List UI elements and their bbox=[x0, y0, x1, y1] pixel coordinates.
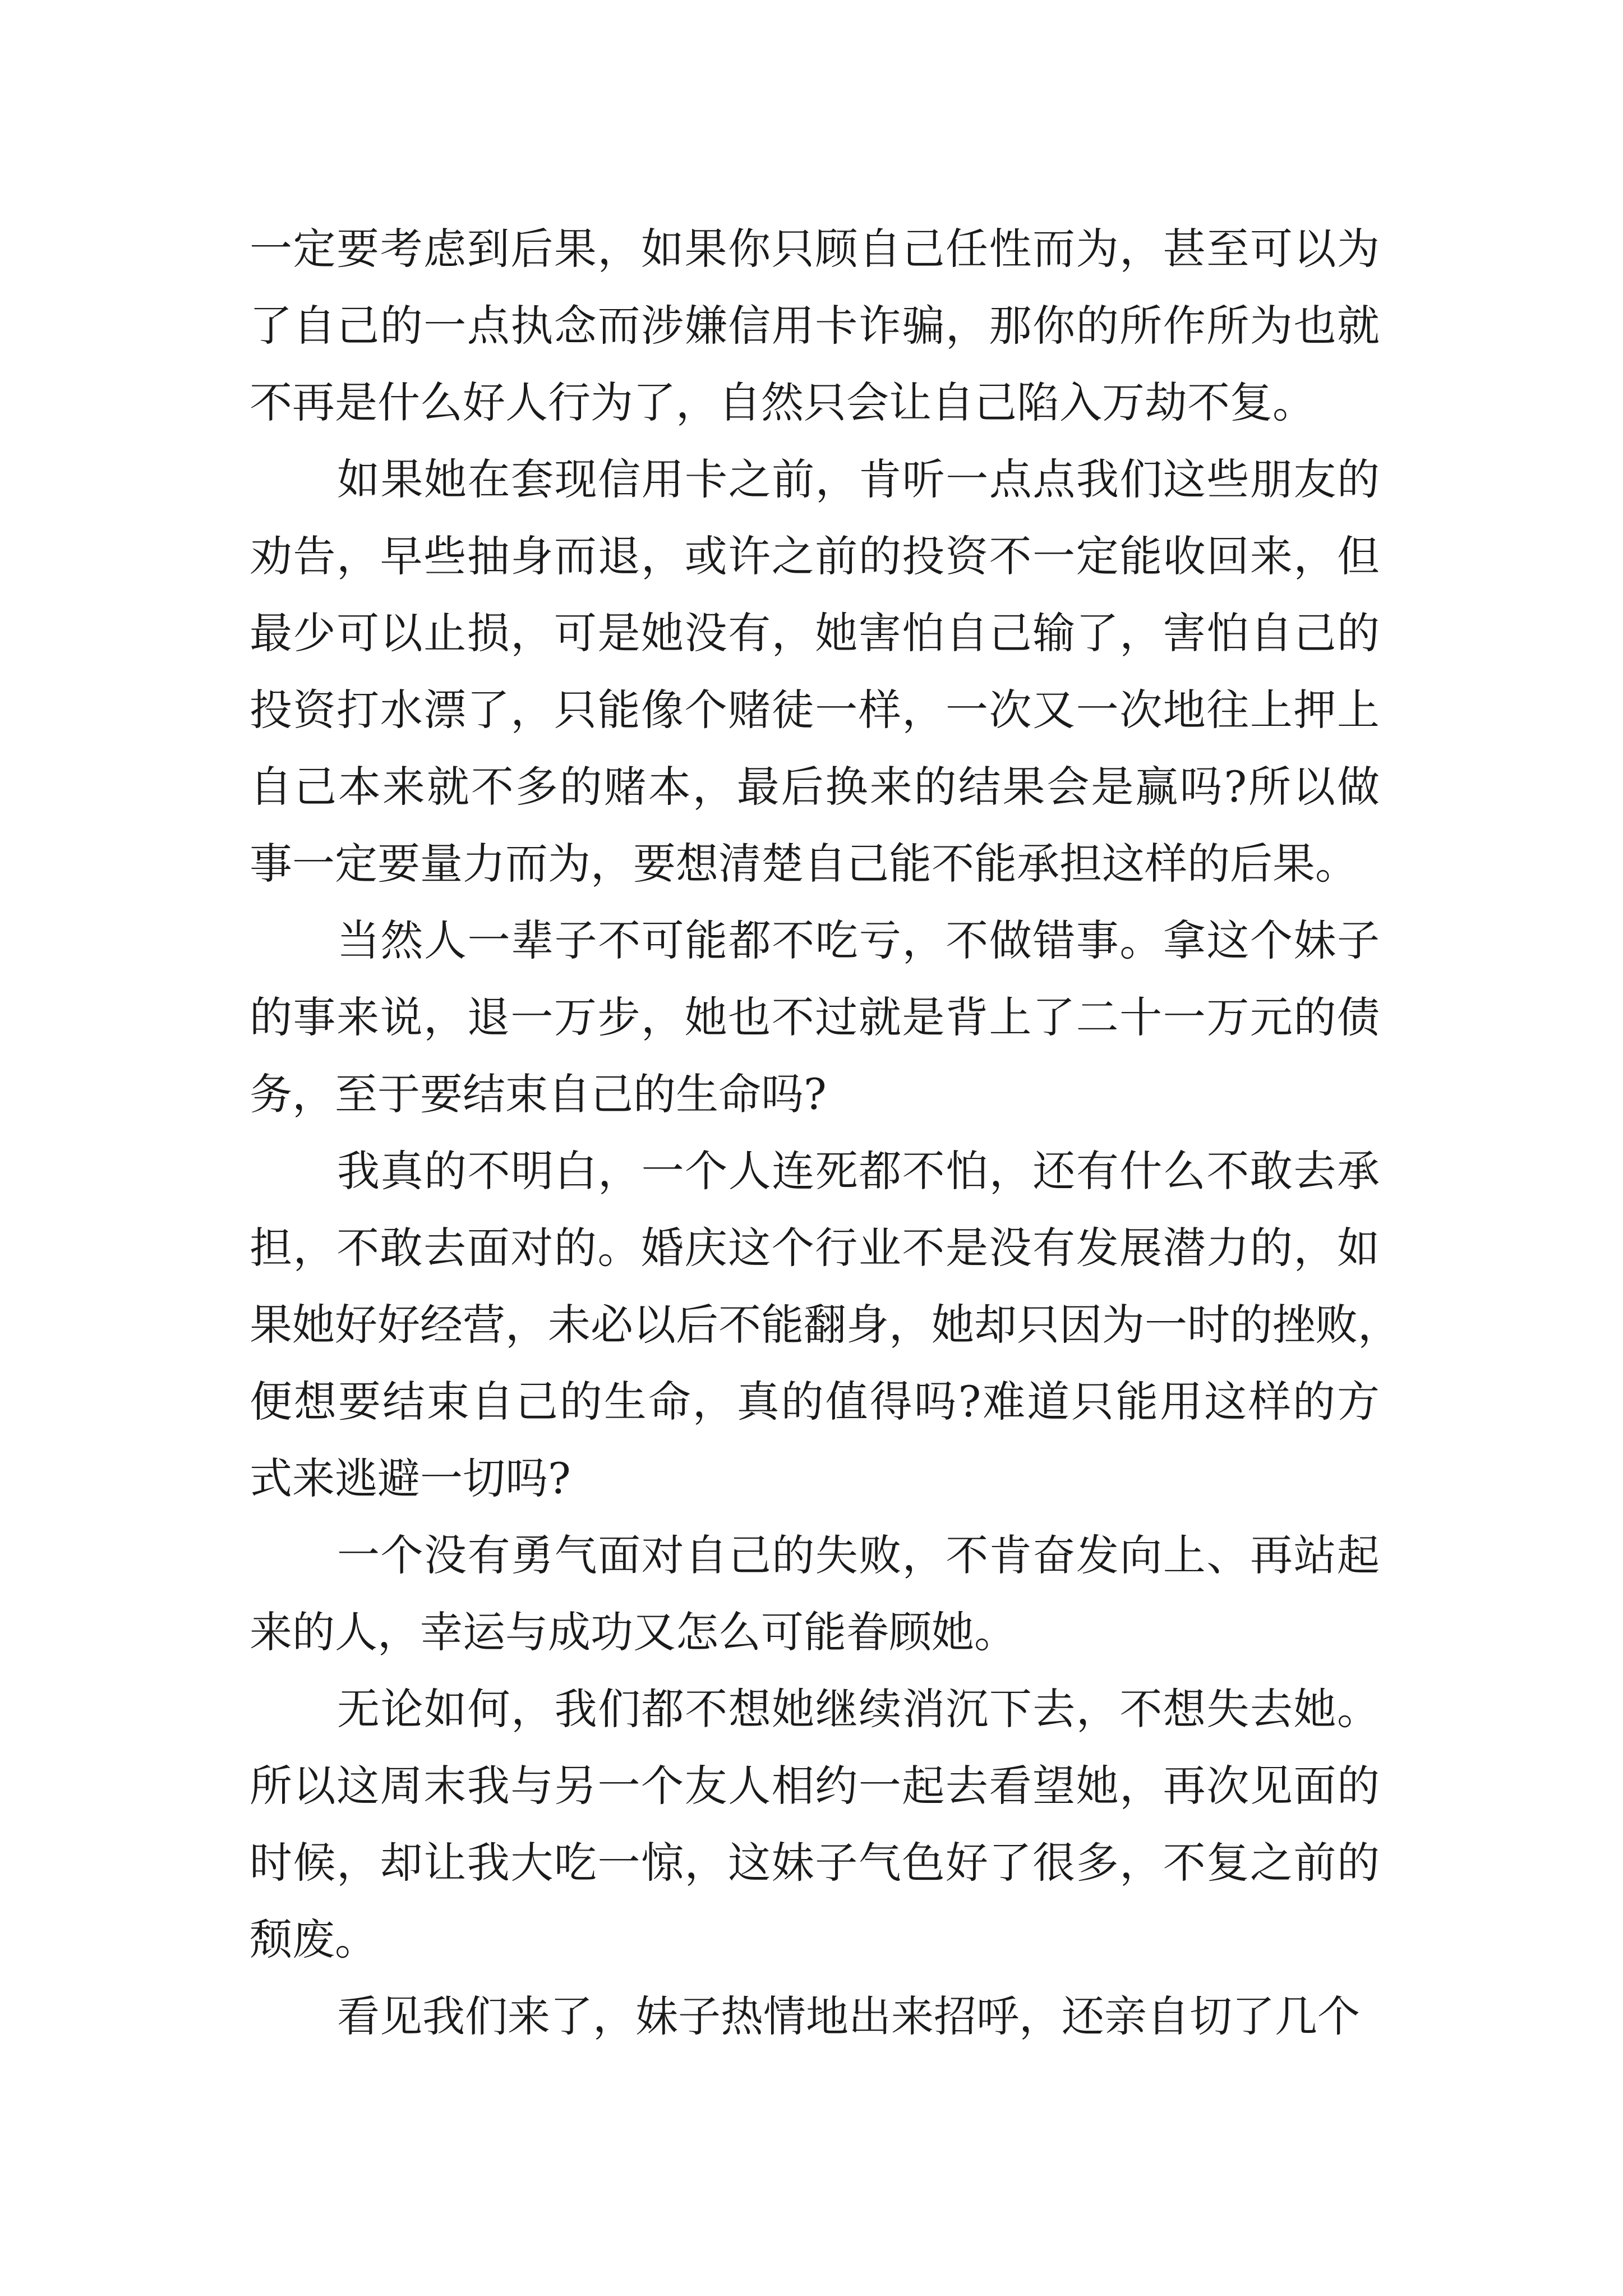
text-line: 最少可以止损，可是她没有，她害怕自己输了，害怕自己的 bbox=[250, 608, 1380, 658]
paragraph-first-line: 如果她在套现信用卡之前，肯听一点点我们这些朋友的 bbox=[337, 454, 1380, 504]
paragraph-first-line: 无论如何，我们都不想她继续消沉下去，不想失去她。 bbox=[337, 1684, 1380, 1734]
text-line: 来的人，幸运与成功又怎么可能眷顾她。 bbox=[250, 1607, 1017, 1657]
text-line: 果她好好经营，未必以后不能翻身，她却只因为一时的挫败， bbox=[250, 1300, 1400, 1350]
text-line: 便想要结束自己的生命，真的值得吗?难道只能用这样的方 bbox=[250, 1377, 1380, 1427]
body-text bbox=[250, 210, 1400, 2055]
text-line: 时候，却让我大吃一惊，这妹子气色好了很多，不复之前的 bbox=[250, 1838, 1380, 1888]
paragraph-first-line: 看见我们来了，妹子热情地出来招呼，还亲自切了几个 bbox=[337, 1991, 1360, 2041]
text-line: 的事来说，退一万步，她也不过就是背上了二十一万元的债 bbox=[250, 992, 1380, 1042]
text-line: 一定要考虑到后果，如果你只顾自己任性而为，甚至可以为 bbox=[250, 224, 1380, 274]
text-line: 了自己的一点执念而涉嫌信用卡诈骗，那你的所作所为也就 bbox=[250, 301, 1380, 351]
text-line: 颓废。 bbox=[250, 1915, 377, 1964]
text-line: 自己本来就不多的赌本，最后换来的结果会是赢吗?所以做 bbox=[250, 762, 1380, 812]
paragraph-first-line: 我真的不明白，一个人连死都不怕，还有什么不敢去承 bbox=[337, 1146, 1380, 1196]
text-line: 投资打水漂了，只能像个赌徒一样，一次又一次地往上押上 bbox=[250, 685, 1380, 735]
text-line: 事一定要量力而为，要想清楚自己能不能承担这样的后果。 bbox=[250, 839, 1358, 889]
text-line: 劝告，早些抽身而退，或许之前的投资不一定能收回来，但 bbox=[250, 531, 1380, 581]
text-line: 不再是什么好人行为了，自然只会让自己陷入万劫不复。 bbox=[250, 378, 1315, 427]
paragraph-first-line: 一个没有勇气面对自己的失败，不肯奋发向上、再站起 bbox=[337, 1530, 1380, 1580]
text-line: 式来逃避一切吗? bbox=[250, 1453, 571, 1503]
text-line: 所以这周末我与另一个友人相约一起去看望她，再次见面的 bbox=[250, 1761, 1380, 1811]
text-line: 担，不敢去面对的。婚庆这个行业不是没有发展潜力的，如 bbox=[250, 1223, 1380, 1273]
text-line: 务，至于要结束自己的生命吗? bbox=[250, 1069, 827, 1119]
paragraph-first-line: 当然人一辈子不可能都不吃亏，不做错事。拿这个妹子 bbox=[337, 915, 1380, 965]
